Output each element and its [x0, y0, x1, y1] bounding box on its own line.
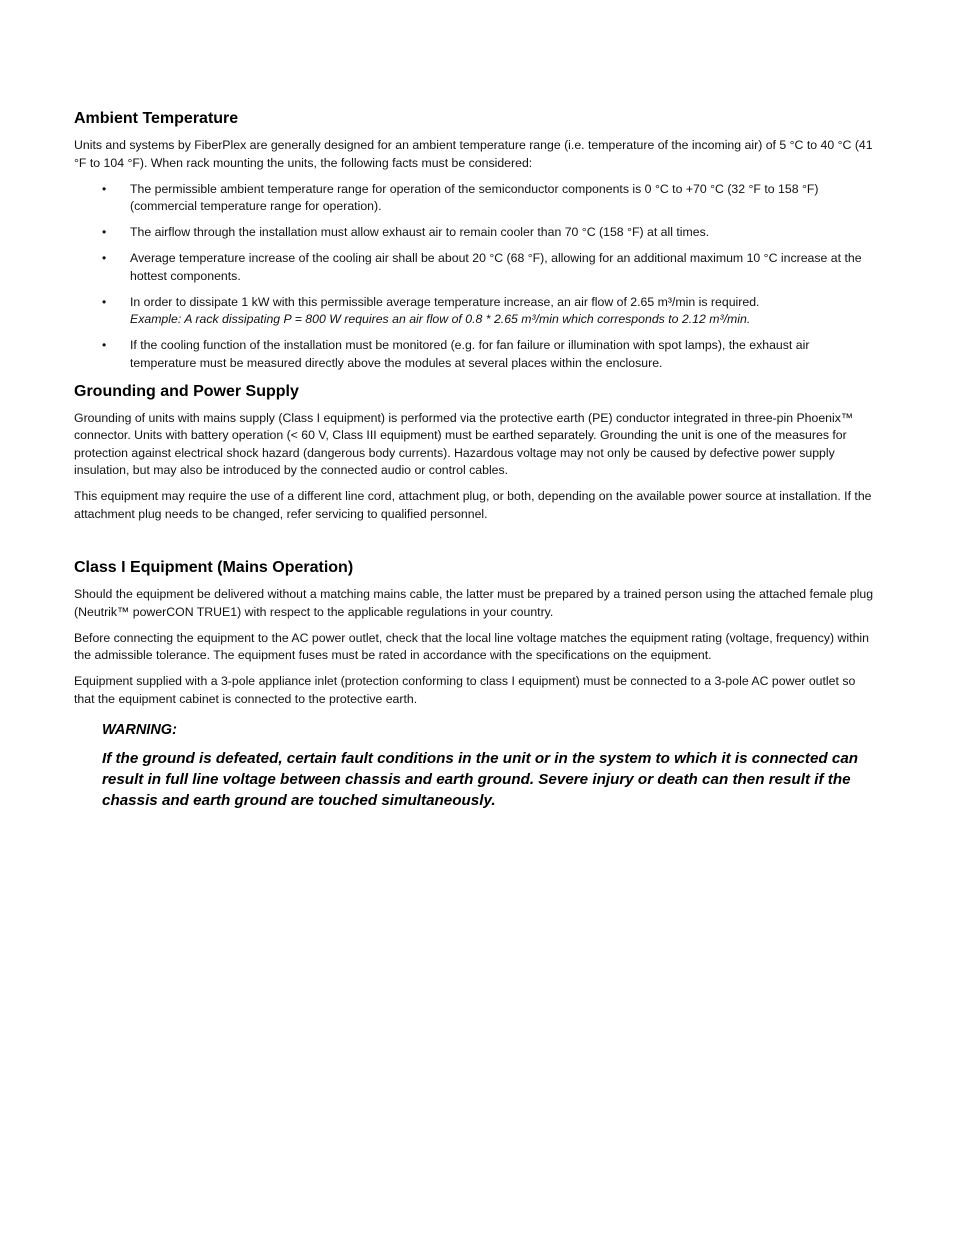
list-item	[74, 224, 874, 242]
grounding-section	[74, 381, 874, 524]
grounding-heading: Grounding and Power Supply	[74, 382, 299, 400]
bullet-icon: •	[102, 338, 107, 352]
document-page	[74, 108, 874, 811]
class1-heading: Class I Equipment (Mains Operation)	[74, 559, 354, 576]
ambient-temperature-heading: Ambient Temperature	[74, 110, 239, 127]
list-item	[74, 181, 874, 216]
list-item	[74, 337, 874, 372]
list-item-text: If the cooling function of the installation must be monitored (e.g. for fan failure or illumination with spot lamps), the exhaust air temperature must be measured directly above the modules at several places within the enclosure.	[130, 338, 810, 370]
bullet-icon: •	[102, 181, 107, 196]
ambient-bullet-list	[74, 181, 874, 373]
list-item	[74, 250, 874, 285]
warning-text: If the ground is defeated, certain fault conditions in the unit or in the system to which it is connected can result in full line voltage between chassis and earth ground. Severe injury or death can then result if the chassis and earth ground are touched simultaneously.	[102, 750, 859, 809]
bullet-icon: •	[102, 251, 107, 265]
list-item	[74, 294, 874, 329]
ambient-intro-paragraph: Units and systems by FiberPlex are generally designed for an ambient temperature range (i.e. temperature of the incoming air) of 5 °C to 40 °C (41 °F to 104 °F). When rack mounting the units, the following facts must be considered:	[74, 138, 873, 170]
list-item-text: The permissible ambient temperature range for operation of the semiconductor components is 0 °C to +70 °C (32 °F to 158 °F) (commercial temperature range for operation).	[130, 181, 819, 213]
example-text: Example: A rack dissipating P = 800 W requires an air flow of 0.8 * 2.65 m³/min which corresponds to 2.12 m³/min.	[130, 312, 751, 326]
warning-label: WARNING:	[102, 722, 177, 738]
bullet-icon: •	[102, 225, 107, 239]
class1-paragraph-3: Equipment supplied with a 3-pole appliance inlet (protection conforming to class I equipment) must be connected to a 3-pole AC power outlet so that the equipment cabinet is connected to the protective earth.	[74, 674, 856, 706]
list-item-text: The airflow through the installation must allow exhaust air to remain cooler than 70 °C (158 °F) at all times.	[130, 225, 710, 239]
list-item-text: In order to dissipate 1 kW with this permissible average temperature increase, an air flow of 2.65 m³/min is required.	[130, 294, 760, 309]
ambient-temperature-section	[74, 108, 874, 372]
list-item-text: Average temperature increase of the cooling air shall be about 20 °C (68 °F), allowing for an additional maximum 10 °C increase at the hottest components.	[130, 251, 862, 283]
class1-section	[74, 557, 874, 811]
grounding-paragraph-2: This equipment may require the use of a different line cord, attachment plug, or both, depending on the available power source at installation. If the attachment plug needs to be changed, refer servicing to qualified personnel.	[74, 489, 872, 521]
grounding-paragraph-1: Grounding of units with mains supply (Class I equipment) is performed via the protective earth (PE) conductor integrated in three-pin Phoenix™ connector. Units with battery operation (< 60 V, Class III equipment) must be earthed separately. Grounding the unit is one of the measures for protection against electrical shock hazard (dangerous body currents). Hazardous voltage may not only be caused by defective power supply insulation, but may also be introduced by the connected audio or control cables.	[74, 410, 854, 477]
bullet-icon: •	[102, 294, 107, 309]
class1-paragraph-2: Before connecting the equipment to the AC power outlet, check that the local line voltage matches the equipment rating (voltage, frequency) within the admissible tolerance. The equipment fuses must be rated in accordance with the specifications on the equipment.	[74, 630, 869, 662]
class1-paragraph-1: Should the equipment be delivered without a matching mains cable, the latter must be prepared by a trained person using the attached female plug (Neutrik™ powerCON TRUE1) with respect to the applicable regulations in your country.	[74, 587, 874, 619]
warning-block	[102, 720, 874, 811]
